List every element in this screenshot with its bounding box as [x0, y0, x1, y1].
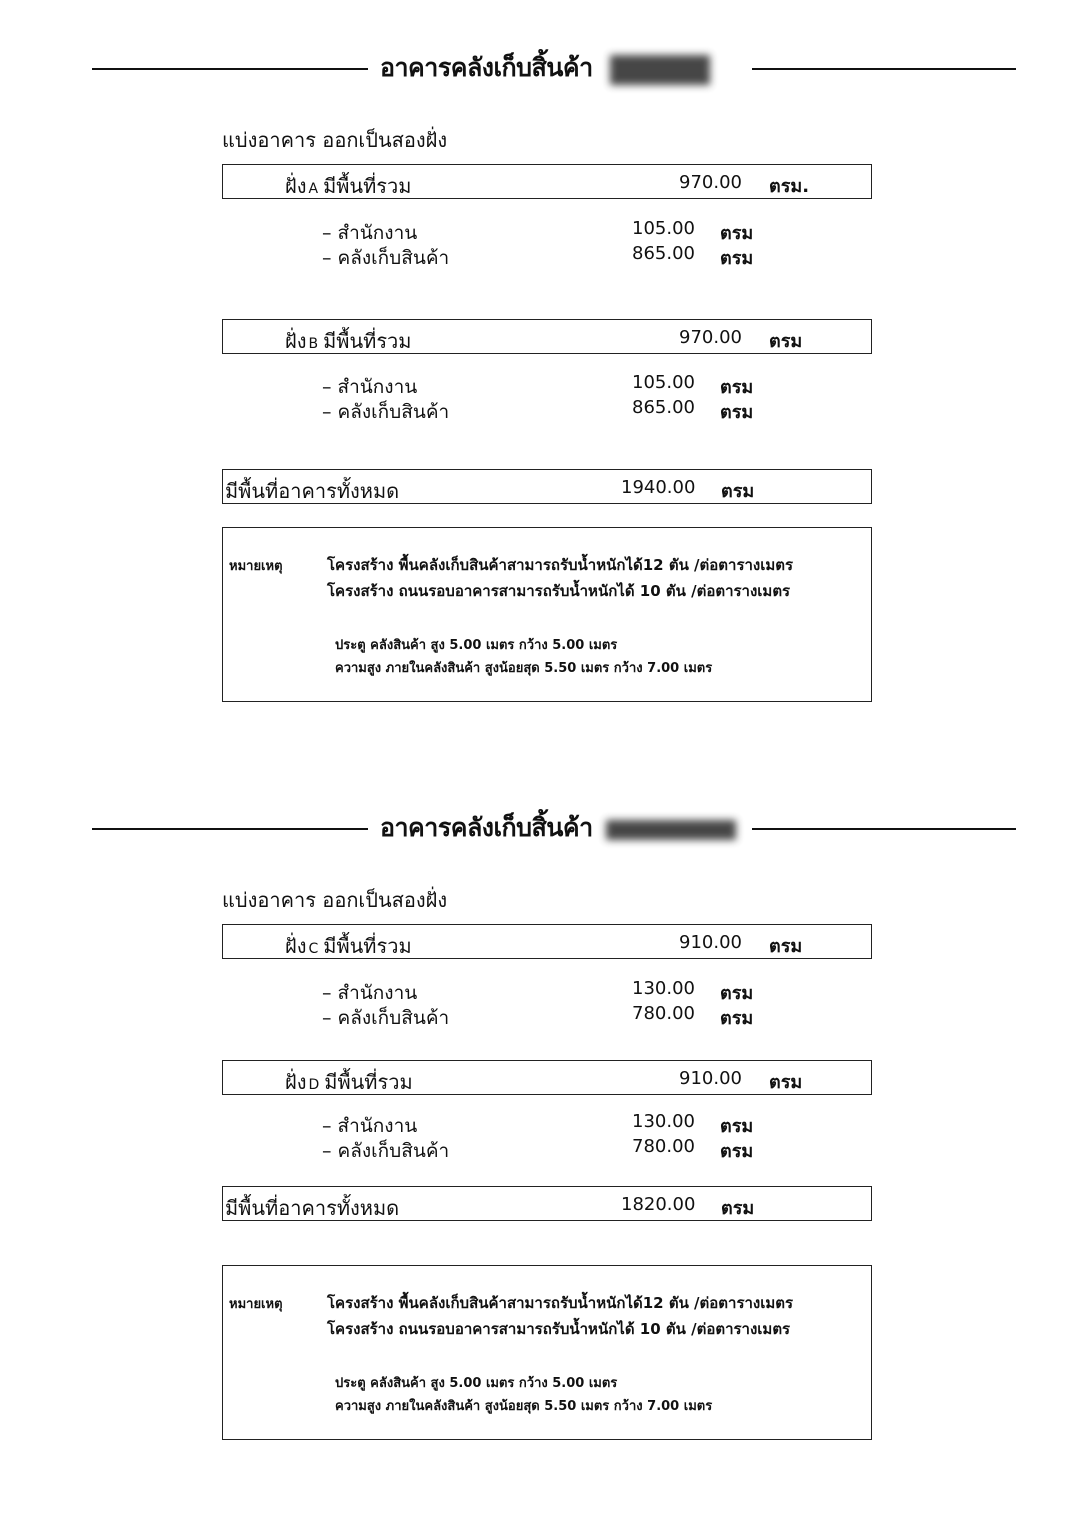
zone-b-label: ฝั่ง B มีพื้นที่รวม	[285, 329, 412, 353]
total-area-unit: ตรม	[721, 481, 755, 502]
remarks-box	[222, 527, 872, 702]
title-rule-right	[752, 68, 1016, 70]
warehouse-section-1	[0, 0, 1076, 700]
zone-a-summary	[222, 164, 872, 199]
zone-d-summary	[222, 1060, 872, 1095]
zone-c-label: ฝั่ง C มีพื้นที่รวม	[285, 934, 412, 958]
title-rule-left	[92, 828, 368, 830]
zone-c-area: 910.00	[679, 932, 742, 953]
zone-c-warehouse-row: – คลังเก็บสินค้า 780.00 ตรม	[322, 1003, 754, 1029]
total-area-box	[222, 1186, 872, 1221]
remark-interior-height: ความสูง ภายในคลังสินค้า สูงน้อยสุด 5.50 เมตร กว้าง 7.00 เมตร	[335, 661, 713, 676]
total-area-label: มีพื้นที่อาคารทั้งหมด	[225, 1196, 400, 1220]
zone-a-warehouse-row: – คลังเก็บสินค้า 865.00 ตรม	[322, 243, 754, 269]
section-title: อาคารคลังเก็บสิ้นค้า	[380, 813, 593, 842]
zone-d-unit: ตรม	[769, 1072, 803, 1093]
total-area-unit: ตรม	[721, 1198, 755, 1219]
zone-a-label: ฝั่ง A มีพื้นที่รวม	[285, 174, 412, 198]
section-subtitle: แบ่งอาคาร ออกเป็นสองฝั่ง	[222, 128, 448, 152]
zone-c-office-row: – สำนักงาน 130.00 ตรม	[322, 978, 754, 1004]
remarks-box	[222, 1265, 872, 1440]
zone-b-summary	[222, 319, 872, 354]
zone-b-area: 970.00	[679, 327, 742, 348]
remark-road-load: โครงสร้าง ถนนรอบอาคารสามารถรับน้ำหนักได้ 10 ตัน /ต่อตารางเมตร	[327, 1320, 791, 1338]
remark-door-size: ประตู คลังสินค้า สูง 5.00 เมตร กว้าง 5.00 เมตร	[335, 638, 618, 653]
section-subtitle: แบ่งอาคาร ออกเป็นสองฝั่ง	[222, 888, 448, 912]
total-area-value: 1940.00	[621, 477, 696, 498]
zone-d-office-row: – สำนักงาน 130.00 ตรม	[322, 1111, 754, 1137]
zone-a-office-row: – สำนักงาน 105.00 ตรม	[322, 218, 754, 244]
total-area-value: 1820.00	[621, 1194, 696, 1215]
remark-floor-load: โครงสร้าง พื้นคลังเก็บสินค้าสามารถรับน้ำหนักได้12 ตัน /ต่อตารางเมตร	[327, 556, 794, 574]
remarks-label: หมายเหตุ	[229, 559, 283, 574]
redacted-name	[606, 820, 736, 840]
remark-interior-height: ความสูง ภายในคลังสินค้า สูงน้อยสุด 5.50 เมตร กว้าง 7.00 เมตร	[335, 1399, 713, 1414]
section-title-row	[0, 40, 1076, 100]
remark-road-load: โครงสร้าง ถนนรอบอาคารสามารถรับน้ำหนักได้ 10 ตัน /ต่อตารางเมตร	[327, 582, 791, 600]
redacted-name	[610, 55, 710, 85]
zone-d-warehouse-row: – คลังเก็บสินค้า 780.00 ตรม	[322, 1136, 754, 1162]
total-area-label: มีพื้นที่อาคารทั้งหมด	[225, 479, 400, 503]
total-area-box	[222, 469, 872, 504]
zone-c-unit: ตรม	[769, 936, 803, 957]
zone-b-warehouse-row: – คลังเก็บสินค้า 865.00 ตรม	[322, 397, 754, 423]
zone-c-summary	[222, 924, 872, 959]
zone-b-unit: ตรม	[769, 331, 803, 352]
zone-b-office-row: – สำนักงาน 105.00 ตรม	[322, 372, 754, 398]
warehouse-section-2	[0, 760, 1076, 1460]
section-title: อาคารคลังเก็บสิ้นค้า	[380, 53, 593, 82]
title-rule-left	[92, 68, 368, 70]
zone-a-unit: ตรม.	[769, 176, 810, 197]
remarks-label: หมายเหตุ	[229, 1297, 283, 1312]
remark-door-size: ประตู คลังสินค้า สูง 5.00 เมตร กว้าง 5.00 เมตร	[335, 1376, 618, 1391]
title-rule-right	[752, 828, 1016, 830]
section-title-row	[0, 800, 1076, 860]
zone-d-label: ฝั่ง D มีพื้นที่รวม	[285, 1070, 413, 1094]
zone-d-area: 910.00	[679, 1068, 742, 1089]
remark-floor-load: โครงสร้าง พื้นคลังเก็บสินค้าสามารถรับน้ำหนักได้12 ตัน /ต่อตารางเมตร	[327, 1294, 794, 1312]
zone-a-area: 970.00	[679, 172, 742, 193]
